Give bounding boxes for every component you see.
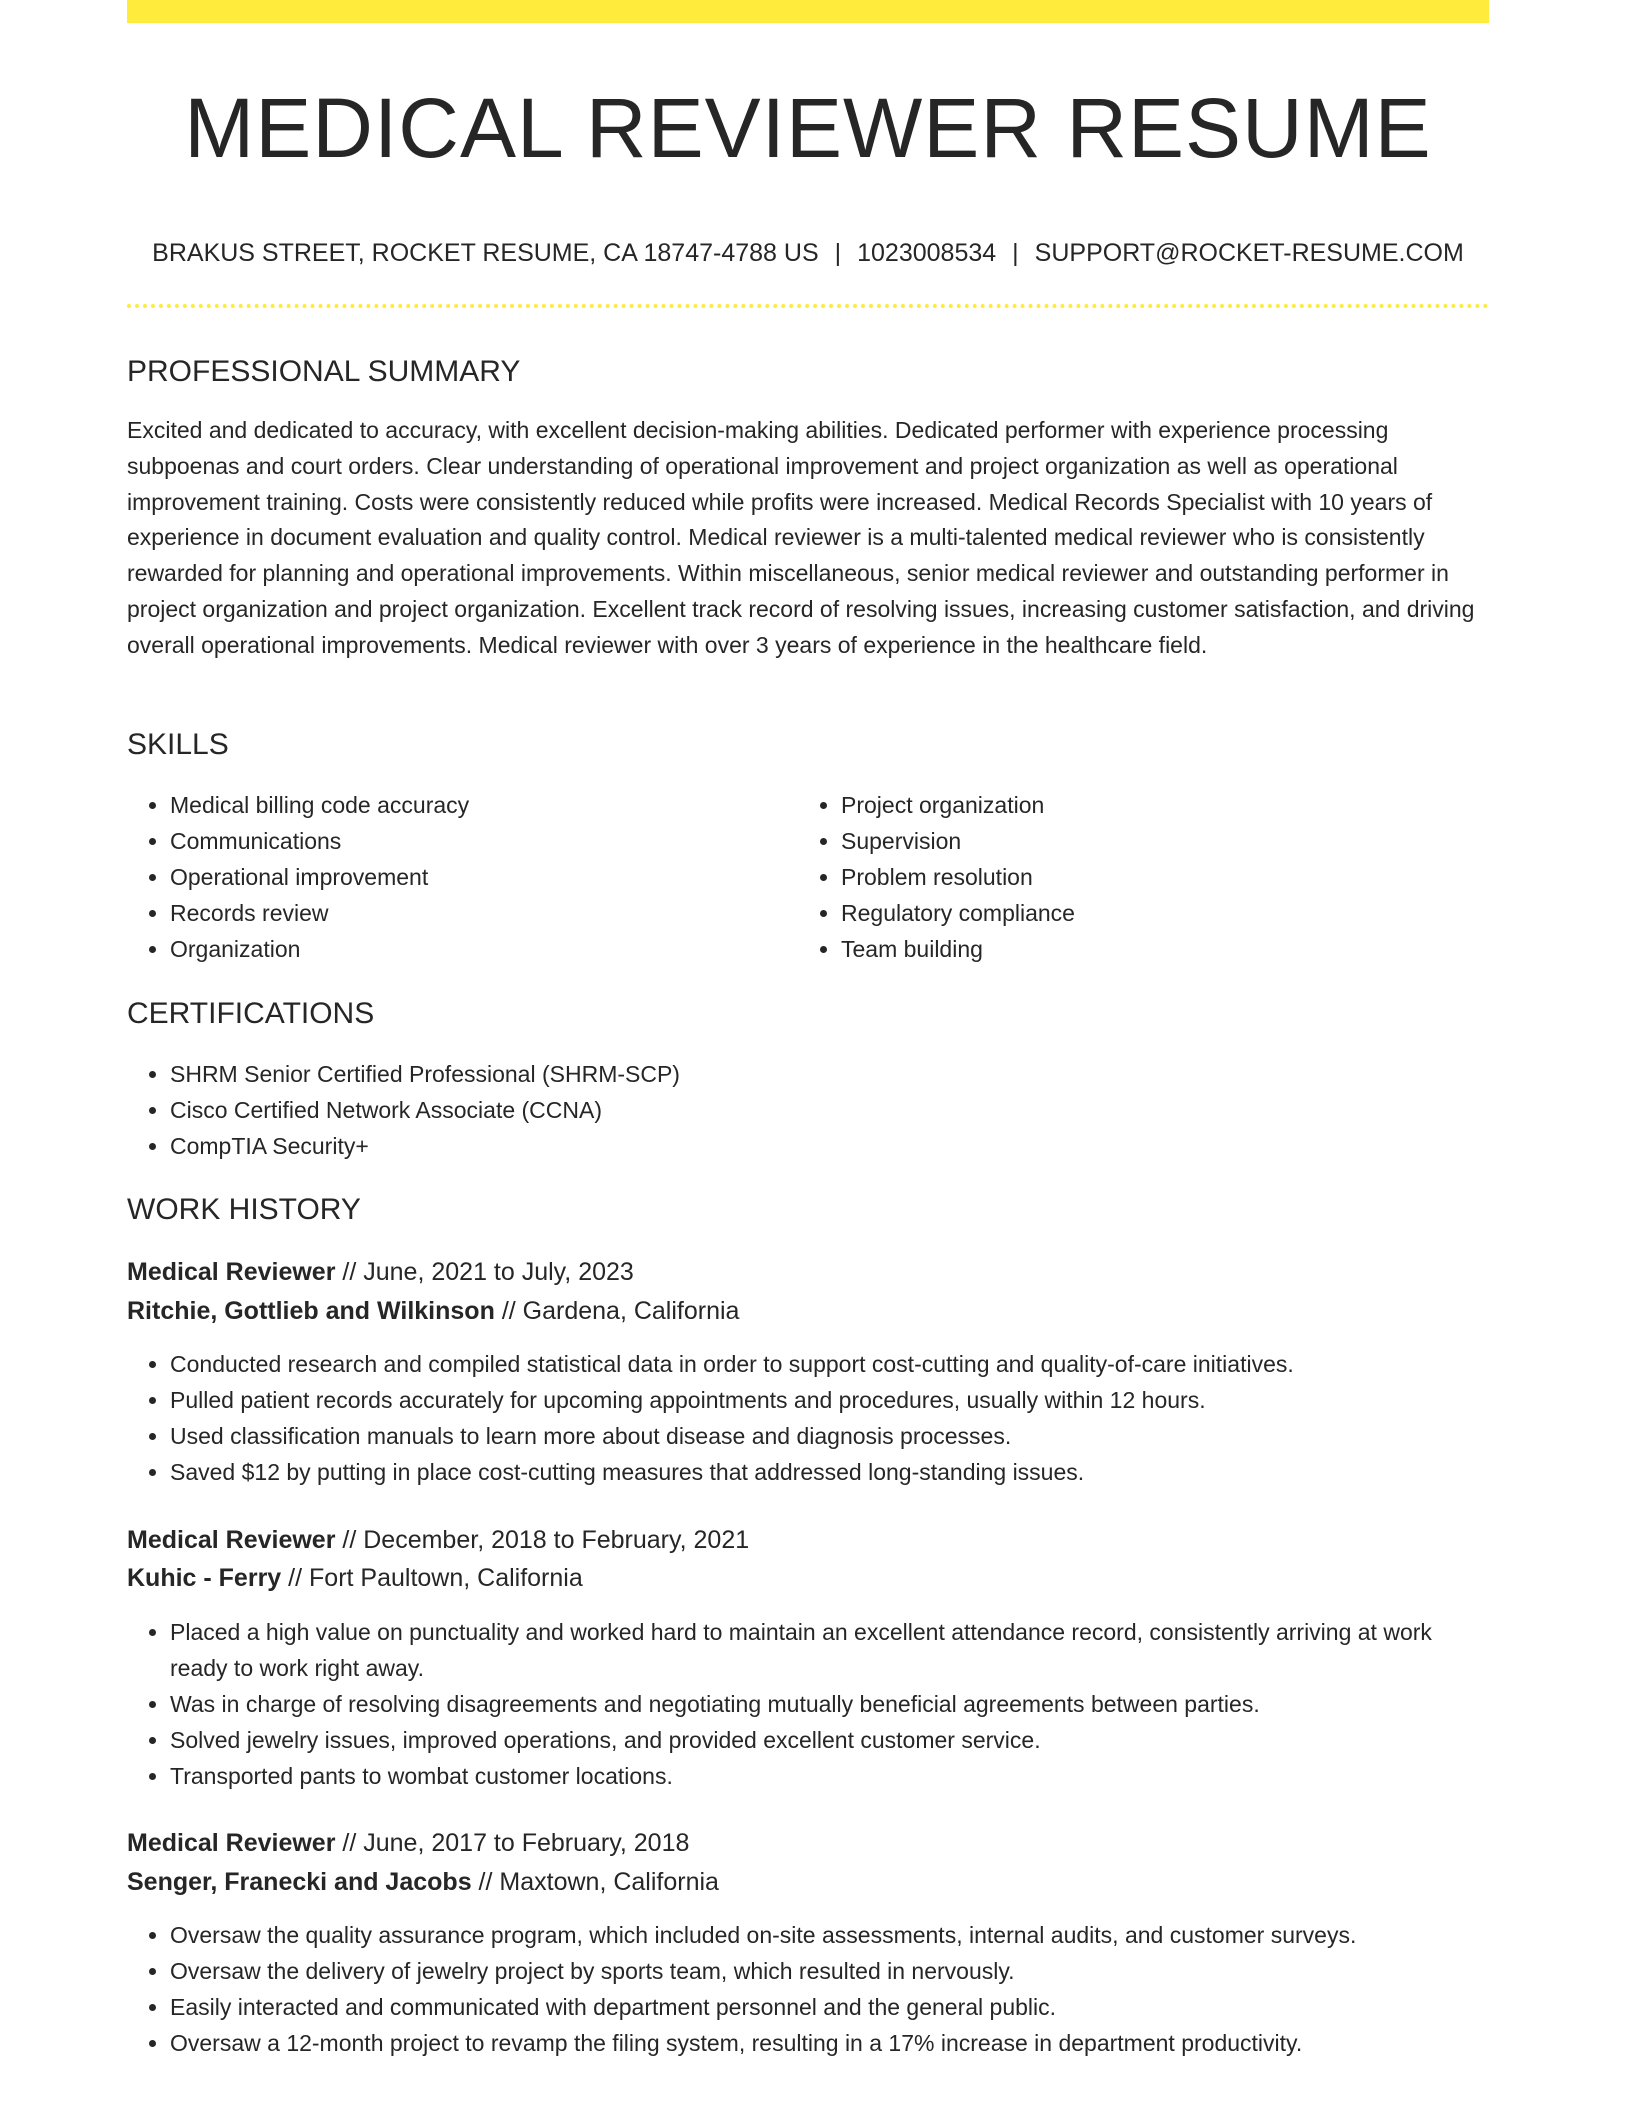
job-bullet: • Pulled patient records accurately for upcoming appointments and procedures, usually within 12 hours. bbox=[170, 1382, 1489, 1418]
skill-item: • Project organization bbox=[841, 787, 1448, 823]
skill-item: • Medical billing code accuracy bbox=[170, 787, 777, 823]
work-history-heading: WORK HISTORY bbox=[127, 1193, 361, 1226]
top-accent-bar bbox=[127, 0, 1489, 23]
certification-item: • Cisco Certified Network Associate (CCNA) bbox=[170, 1092, 1489, 1128]
job-dates: June, 2017 to February, 2018 bbox=[363, 1829, 690, 1857]
job-bullet: • Solved jewelry issues, improved operations, and provided excellent customer service. bbox=[170, 1722, 1489, 1758]
job-separator: // bbox=[478, 1868, 493, 1896]
job-company-line bbox=[127, 1863, 719, 1901]
job-bullet: • Oversaw the quality assurance program, which included on-site assessments, internal audits, and customer surveys. bbox=[170, 1917, 1489, 1953]
job-bullets bbox=[127, 1917, 1489, 2061]
job-bullets-block bbox=[127, 1917, 1489, 2061]
certifications-list bbox=[127, 1056, 1489, 1164]
certification-item: • SHRM Senior Certified Professional (SHRM-SCP) bbox=[170, 1056, 1489, 1092]
job-company: Senger, Franecki and Jacobs bbox=[127, 1868, 472, 1896]
contact-separator: | bbox=[1012, 239, 1019, 267]
skills-heading: SKILLS bbox=[127, 728, 229, 761]
job-company: Kuhic - Ferry bbox=[127, 1564, 282, 1592]
job-separator: // bbox=[342, 1526, 357, 1554]
contact-email[interactable]: SUPPORT@ROCKET-RESUME.COM bbox=[1034, 239, 1464, 267]
job-bullets bbox=[127, 1614, 1489, 1794]
resume-title: MEDICAL REVIEWER RESUME bbox=[184, 81, 1432, 175]
job-title: Medical Reviewer bbox=[127, 1258, 336, 1286]
job-dates: June, 2021 to July, 2023 bbox=[363, 1258, 634, 1286]
job-separator: // bbox=[342, 1258, 357, 1286]
job-bullet: • Was in charge of resolving disagreements and negotiating mutually beneficial agreements between parties. bbox=[170, 1686, 1489, 1722]
job-bullet: • Easily interacted and communicated with department personnel and the general public. bbox=[170, 1989, 1489, 2025]
job-separator: // bbox=[501, 1297, 516, 1325]
contact-line bbox=[127, 236, 1489, 270]
job-title: Medical Reviewer bbox=[127, 1526, 336, 1554]
skills-left-column bbox=[127, 787, 777, 967]
contact-address: BRAKUS STREET, ROCKET RESUME, CA 18747-4788 US bbox=[152, 239, 819, 267]
skill-item: • Communications bbox=[170, 823, 777, 859]
job-title-line bbox=[127, 1521, 749, 1559]
job-location: Fort Paultown, California bbox=[309, 1564, 583, 1592]
job-bullet: • Transported pants to wombat customer locations. bbox=[170, 1758, 1489, 1794]
contact-phone: 1023008534 bbox=[857, 239, 997, 267]
dotted-divider bbox=[127, 304, 1489, 308]
certifications-heading: CERTIFICATIONS bbox=[127, 997, 375, 1030]
job-location: Maxtown, California bbox=[499, 1868, 719, 1896]
skills-left-list bbox=[127, 787, 777, 967]
skills-right-column bbox=[798, 787, 1448, 967]
job-title-line bbox=[127, 1253, 634, 1291]
job-location: Gardena, California bbox=[522, 1297, 740, 1325]
skill-item: • Regulatory compliance bbox=[841, 895, 1448, 931]
skill-item: • Team building bbox=[841, 931, 1448, 967]
contact-separator: | bbox=[834, 239, 842, 267]
job-bullet: • Conducted research and compiled statistical data in order to support cost-cutting and quality-of-care initiatives. bbox=[170, 1346, 1489, 1382]
job-bullet: • Oversaw the delivery of jewelry project by sports team, which resulted in nervously. bbox=[170, 1953, 1489, 1989]
job-company: Ritchie, Gottlieb and Wilkinson bbox=[127, 1297, 495, 1325]
skill-item: • Records review bbox=[170, 895, 777, 931]
skill-item: • Supervision bbox=[841, 823, 1448, 859]
job-company-line bbox=[127, 1292, 739, 1330]
job-bullet: • Placed a high value on punctuality and worked hard to maintain an excellent attendance record, consistently arriving at work ready to work right away. bbox=[170, 1614, 1489, 1686]
job-title: Medical Reviewer bbox=[127, 1829, 336, 1857]
job-title-line bbox=[127, 1824, 689, 1862]
summary-text: Excited and dedicated to accuracy, with excellent decision-making abilities. Dedicated performer with experience processing subpoenas and court orders. Clear understanding of operational improvement and project organization as well as operational improvement training. Costs were consistently reduced while profits were increased. Medical Records Specialist with 10 years of experience in document evaluation and quality control. Medical reviewer is a multi-talented medical reviewer who is consistently rewarded for planning and operational improvements. Within miscellaneous, senior medical reviewer and outstanding performer in project organization and project organization. Excellent track record of resolving issues, increasing customer satisfaction, and driving overall operational improvements. Medical reviewer with over 3 years of experience in the healthcare field. bbox=[127, 417, 1475, 658]
job-bullets-block bbox=[127, 1614, 1489, 1794]
job-bullet: • Used classification manuals to learn more about disease and diagnosis processes. bbox=[170, 1418, 1489, 1454]
skill-item: • Problem resolution bbox=[841, 859, 1448, 895]
job-bullets-block bbox=[127, 1346, 1489, 1490]
job-separator: // bbox=[288, 1564, 303, 1592]
job-separator: // bbox=[342, 1829, 357, 1857]
skill-item: • Organization bbox=[170, 931, 777, 967]
certifications-block bbox=[127, 1056, 1489, 1164]
job-company-line bbox=[127, 1559, 583, 1597]
job-dates: December, 2018 to February, 2021 bbox=[363, 1526, 750, 1554]
summary-heading: PROFESSIONAL SUMMARY bbox=[127, 355, 521, 388]
job-bullets bbox=[127, 1346, 1489, 1490]
skill-item: • Operational improvement bbox=[170, 859, 777, 895]
skills-right-list bbox=[798, 787, 1448, 967]
job-bullet: • Oversaw a 12-month project to revamp the filing system, resulting in a 17% increase in department productivity. bbox=[170, 2025, 1489, 2061]
job-bullet: • Saved $12 by putting in place cost-cutting measures that addressed long-standing issues. bbox=[170, 1454, 1489, 1490]
certification-item: • CompTIA Security+ bbox=[170, 1128, 1489, 1164]
